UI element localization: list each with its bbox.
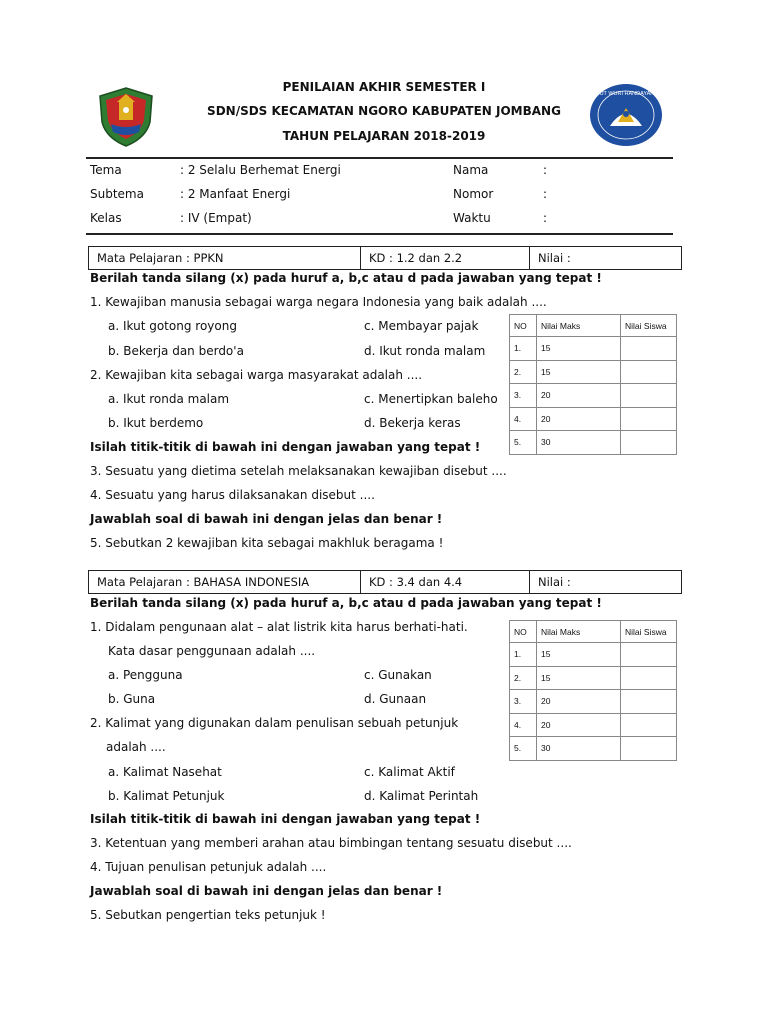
header-year: TAHUN PELAJARAN 2018-2019	[282, 129, 486, 143]
table-row	[510, 360, 677, 384]
cell-score[interactable]	[621, 690, 677, 714]
instruction-fill-in: Isilah titik-titik di bawah ini dengan jawaban yang tepat !	[90, 812, 481, 826]
instruction-essay: Jawablah soal di bawah ini dengan jelas dan benar !	[90, 884, 443, 898]
table-row	[510, 337, 677, 361]
cell-score[interactable]	[621, 384, 677, 408]
cell-max: 15	[537, 666, 621, 690]
question-4: 4. Tujuan penulisan petunjuk adalah ....	[90, 860, 327, 874]
waktu-value: :	[543, 211, 548, 225]
table-row	[510, 384, 677, 408]
instruction-essay: Jawablah soal di bawah ini dengan jelas dan benar !	[90, 512, 443, 526]
nilai-label: Nilai :	[529, 571, 681, 593]
header-no: NO	[510, 621, 537, 643]
option-2b: b. Kalimat Petunjuk	[108, 789, 225, 803]
cell-no: 4.	[510, 713, 537, 737]
option-1b: b. Bekerja dan berdo'a	[108, 344, 244, 358]
table-header-row	[510, 621, 677, 643]
question-2: 2. Kewajiban kita sebagai warga masyarakat adalah ....	[90, 368, 423, 382]
question-2: 2. Kalimat yang digunakan dalam penulisan sebuah petunjuk	[90, 716, 459, 730]
subject-box-ppkn	[88, 246, 682, 270]
cell-score[interactable]	[621, 666, 677, 690]
waktu-label: Waktu	[453, 211, 491, 225]
subtema-value: : 2 Manfaat Energi	[180, 187, 291, 201]
header-title: PENILAIAN AKHIR SEMESTER I	[282, 80, 486, 94]
cell-max: 30	[537, 737, 621, 761]
tema-label: Tema	[90, 163, 122, 177]
table-row	[510, 713, 677, 737]
cell-max: 20	[537, 690, 621, 714]
tema-value: : 2 Selalu Berhemat Energi	[180, 163, 341, 177]
cell-no: 1.	[510, 337, 537, 361]
cell-no: 2.	[510, 360, 537, 384]
nama-value: :	[543, 163, 548, 177]
cell-no: 3.	[510, 690, 537, 714]
table-row	[510, 666, 677, 690]
question-1: 1. Didalam pengunaan alat – alat listrik kita harus berhati-hati.	[90, 620, 468, 634]
score-table-bahasa	[509, 620, 677, 761]
nilai-label: Nilai :	[529, 247, 681, 269]
question-1-line-2: Kata dasar penggunaan adalah ....	[108, 644, 316, 658]
cell-no: 5.	[510, 737, 537, 761]
table-row	[510, 431, 677, 455]
table-row	[510, 690, 677, 714]
header-school: SDN/SDS KECAMATAN NGORO KABUPATEN JOMBANG	[207, 104, 561, 118]
header-nilai-siswa: Nilai Siswa	[621, 621, 677, 643]
option-2c: c. Menertipkan baleho	[364, 392, 498, 406]
option-2a: a. Kalimat Nasehat	[108, 765, 222, 779]
nama-label: Nama	[453, 163, 489, 177]
question-2-line-2: adalah ....	[106, 740, 166, 754]
option-1a: a. Pengguna	[108, 668, 183, 682]
header-divider	[86, 157, 673, 159]
table-row	[510, 643, 677, 667]
kd-label: KD : 3.4 dan 4.4	[360, 571, 529, 593]
option-1b: b. Guna	[108, 692, 156, 706]
option-1d: d. Ikut ronda malam	[364, 344, 486, 358]
cell-max: 30	[537, 431, 621, 455]
cell-no: 3.	[510, 384, 537, 408]
cell-no: 1.	[510, 643, 537, 667]
cell-score[interactable]	[621, 713, 677, 737]
header-nilai-maks: Nilai Maks	[537, 315, 621, 337]
option-2a: a. Ikut ronda malam	[108, 392, 230, 406]
cell-score[interactable]	[621, 360, 677, 384]
instruction-multiple-choice: Berilah tanda silang (x) pada huruf a, b,c atau d pada jawaban yang tepat !	[90, 271, 602, 285]
cell-no: 5.	[510, 431, 537, 455]
table-row	[510, 407, 677, 431]
cell-score[interactable]	[621, 737, 677, 761]
option-2c: c. Kalimat Aktif	[364, 765, 455, 779]
info-divider	[86, 233, 673, 235]
option-1d: d. Gunaan	[364, 692, 427, 706]
kelas-value: : IV (Empat)	[180, 211, 252, 225]
cell-score[interactable]	[621, 337, 677, 361]
header-no: NO	[510, 315, 537, 337]
cell-no: 2.	[510, 666, 537, 690]
cell-score[interactable]	[621, 643, 677, 667]
subject-box-bahasa	[88, 570, 682, 594]
option-1c: c. Gunakan	[364, 668, 432, 682]
nomor-label: Nomor	[453, 187, 494, 201]
question-3: 3. Sesuatu yang dietima setelah melaksanakan kewajiban disebut ....	[90, 464, 507, 478]
table-row	[510, 737, 677, 761]
kd-label: KD : 1.2 dan 2.2	[360, 247, 529, 269]
subject-label: Mata Pelajaran : PPKN	[97, 251, 224, 265]
question-5: 5. Sebutkan pengertian teks petunjuk !	[90, 908, 326, 922]
cell-max: 15	[537, 643, 621, 667]
subtema-label: Subtema	[90, 187, 144, 201]
cell-no: 4.	[510, 407, 537, 431]
option-2d: d. Kalimat Perintah	[364, 789, 479, 803]
cell-max: 20	[537, 407, 621, 431]
instruction-fill-in: Isilah titik-titik di bawah ini dengan jawaban yang tepat !	[90, 440, 481, 454]
question-5: 5. Sebutkan 2 kewajiban kita sebagai makhluk beragama !	[90, 536, 444, 550]
option-2b: b. Ikut berdemo	[108, 416, 204, 430]
option-1c: c. Membayar pajak	[364, 319, 479, 333]
header-nilai-maks: Nilai Maks	[537, 621, 621, 643]
question-1: 1. Kewajiban manusia sebagai warga negara Indonesia yang baik adalah ....	[90, 295, 547, 309]
svg-text:TUT WURI HANDAYANI: TUT WURI HANDAYANI	[596, 91, 656, 97]
table-header-row	[510, 315, 677, 337]
cell-max: 15	[537, 337, 621, 361]
nomor-value: :	[543, 187, 548, 201]
cell-max: 20	[537, 713, 621, 737]
cell-max: 15	[537, 360, 621, 384]
instruction-multiple-choice: Berilah tanda silang (x) pada huruf a, b,c atau d pada jawaban yang tepat !	[90, 596, 602, 610]
cell-score[interactable]	[621, 407, 677, 431]
score-table-ppkn	[509, 314, 677, 455]
header-nilai-siswa: Nilai Siswa	[621, 315, 677, 337]
subject-label: Mata Pelajaran : BAHASA INDONESIA	[97, 575, 310, 589]
option-1a: a. Ikut gotong royong	[108, 319, 237, 333]
kelas-label: Kelas	[90, 211, 122, 225]
question-3: 3. Ketentuan yang memberi arahan atau bimbingan tentang sesuatu disebut ....	[90, 836, 572, 850]
cell-score[interactable]	[621, 431, 677, 455]
cell-max: 20	[537, 384, 621, 408]
question-4: 4. Sesuatu yang harus dilaksanakan disebut ....	[90, 488, 375, 502]
option-2d: d. Bekerja keras	[364, 416, 461, 430]
